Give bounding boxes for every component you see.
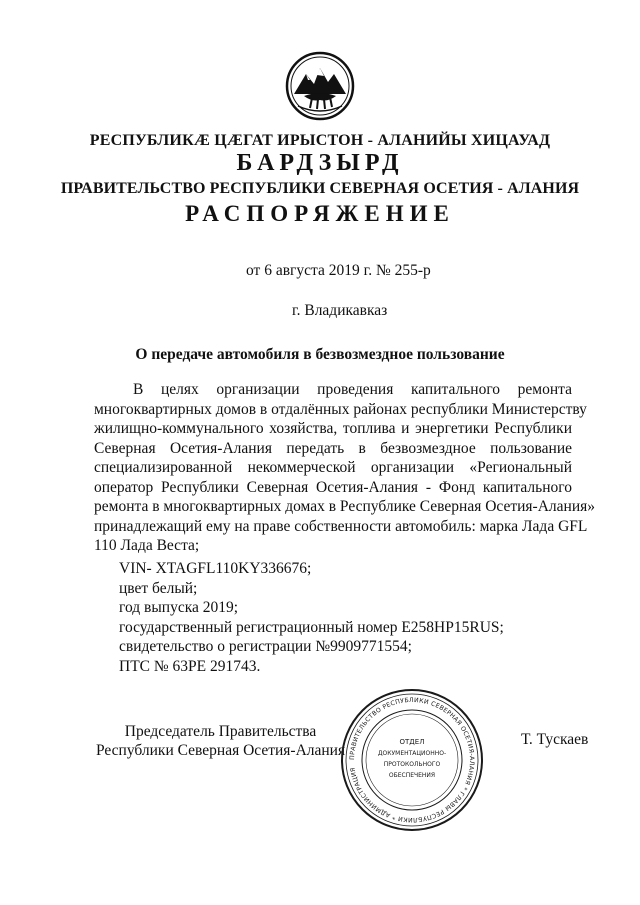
- signatory-name: Т. Тускаев: [521, 731, 589, 748]
- vehicle-color: цвет белый;: [119, 579, 198, 597]
- seal-center-text: ПРОТОКОЛЬНОГО: [383, 761, 441, 768]
- signatory-position: [96, 722, 345, 760]
- body-line: В целях организации проведения капитального ремонта: [133, 381, 572, 398]
- seal-ring-text: ПРАВИТЕЛЬСТВО РЕСПУБЛИКИ СЕВЕРНАЯ ОСЕТИЯ-АЛАНИЯ * ГЛАВЫ РЕСПУБЛИКИ * АДМИНИСТРАЦИЯ: [348, 696, 476, 824]
- signatory-position-line: Республики Северная Осетия-Алания: [96, 742, 346, 759]
- svg-text:ПРАВИТЕЛЬСТВО РЕСПУБЛИКИ СЕВЕР: [349, 697, 475, 823]
- vehicle-registration-certificate: свидетельство о регистрации №9909771554;: [119, 638, 412, 655]
- document-date: от 6 августа 2019 г. № 255-р: [246, 262, 431, 279]
- body-text: [94, 380, 595, 556]
- header-government-name: ПРАВИТЕЛЬСТВО РЕСПУБЛИКИ СЕВЕРНАЯ ОСЕТИЯ - АЛАНИЯ: [60, 180, 580, 197]
- header-order-russian: РАСПОРЯЖЕНИЕ: [185, 201, 455, 226]
- vehicle-year: год выпуска 2019;: [119, 599, 239, 616]
- signatory-position-line: Председатель Правительства: [124, 723, 317, 740]
- vehicle-pts: ПТС № 63РЕ 291743.: [119, 657, 261, 675]
- header-order-ossetian: БАРДЗЫРД: [236, 150, 404, 176]
- body-line: оператор Республики Северная Осетия-Алания - Фонд капитального: [94, 478, 572, 496]
- body-line: ремонта в многоквартирных домах в Республике Северная Осетия-Алания»: [94, 498, 595, 515]
- coat-of-arms-emblem: [284, 50, 356, 122]
- body-line: 110 Лада Веста;: [94, 537, 200, 554]
- document-city: г. Владикавказ: [292, 302, 388, 319]
- body-line: Северная Осетия-Алания передать в безвозмездное пользование: [94, 439, 572, 457]
- body-line: жилищно-коммунального хозяйства, топлива и энергетики Республики: [94, 420, 572, 437]
- vehicle-details-list: [119, 559, 504, 676]
- vehicle-vin: VIN- XTAGFL110KY336676;: [119, 560, 312, 577]
- body-line: многоквартирных домов в отдалённых районах республики Министерству: [94, 400, 587, 418]
- official-seal-stamp: [340, 688, 484, 832]
- body-line: принадлежащий ему на праве собственности автомобиль: марка Лада GFL: [94, 517, 588, 535]
- seal-center-text: ОТДЕЛ: [399, 738, 425, 746]
- seal-center-text: ДОКУМЕНТАЦИОННО-: [377, 750, 447, 757]
- seal-center-text: ОБЕСПЕЧЕНИЯ: [388, 772, 436, 779]
- header-ossetian-government: РЕСПУБЛИКÆ ЦÆГАТ ИРЫСТОН - АЛАНИЙЫ ХИЦАУАД: [89, 132, 551, 149]
- vehicle-plate-number: государственный регистрационный номер Е258НР15RUS;: [119, 618, 504, 636]
- document-title: О передаче автомобиля в безвозмездное пользование: [135, 346, 505, 363]
- body-line: специализированной некоммерческой организации «Региональный: [94, 459, 572, 476]
